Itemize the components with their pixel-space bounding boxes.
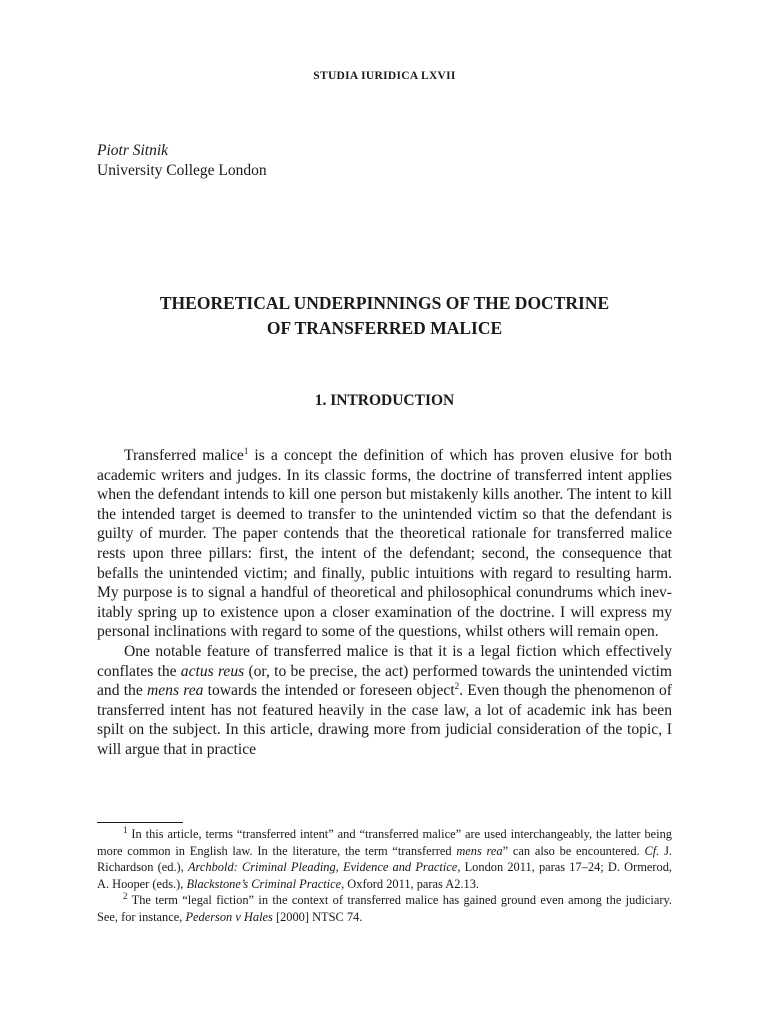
- paragraph-2-text-cont-2: towards the intended or foreseen object: [203, 682, 455, 700]
- body-text: [97, 446, 672, 760]
- paragraph-2: [97, 642, 672, 760]
- footnote-1-archbold-title: Archbold: Criminal Pleading, Evidence and Practice: [187, 860, 458, 875]
- paragraph-1-text-cont: is a concept the definition of which has proven elusive for both academic writers and judges. In its classic forms, the doctrine of transferred intent applies when the defendant intends to kill one person but mistakenly kills another. The intent to kill the intended target is deemed to transfer to the unintended victim so that the defendant is guilty of murder. The paper contends that the theoretical rationale for transferred malice rests upon three pillars: first, the intent of the defendant; second, the consequence that befalls the unintended victim; and finally, public intuitions with regard to resulting harm. My purpose is to signal a handful of theoretical and philosophical conundrums which inevitably spring up to existence upon a closer examination of the doctrine. I will express my personal inclinations with regard to some of the questions, whilst others will remain open.: [97, 447, 672, 641]
- paragraph-1: [97, 446, 672, 642]
- footnote-1-text-cont-4: , Oxford 2011, paras A2.13.: [341, 876, 479, 891]
- author-block: [97, 141, 267, 181]
- paragraph-2-text: One notable feature of transferred malice is that it is a legal fiction which effectively conflates the: [97, 642, 672, 680]
- footnote-divider: [97, 822, 183, 823]
- section-heading: 1. INTRODUCTION: [314, 392, 455, 409]
- article-title-line-1: THEORETICAL UNDERPINNINGS OF THE DOCTRINE: [159, 293, 610, 313]
- footnote-1-number: 1: [123, 824, 128, 835]
- footnote-1-text-cont-2: J. Richardson (ed.),: [97, 843, 672, 875]
- footnote-2-number: 2: [123, 891, 128, 902]
- footnote-ref-2[interactable]: 2: [454, 680, 460, 691]
- footnote-1-text: In this article, terms “transferred intent” and “transferred malice” are used interchangeably, the latter being more common in English law. In the literature, the term “transferred: [97, 827, 672, 858]
- footnote-2-case-name: Pederson v Hales: [185, 909, 273, 924]
- running-head: STUDIA IURIDICA LXVII: [313, 70, 456, 82]
- term-actus-reus: actus reus: [180, 662, 245, 680]
- footnote-1-text-cont: ” can also be encountered.: [502, 843, 645, 858]
- article-title: [97, 291, 672, 341]
- author-affiliation: University College London: [97, 162, 267, 179]
- term-mens-rea: mens rea: [146, 682, 204, 700]
- footnote-2: [97, 892, 672, 925]
- footnote-2-text: The term “legal fiction” in the context of transferred malice has gained ground even among the judiciary. See, for instance,: [97, 893, 672, 924]
- footnote-1-term-mens-rea: mens rea: [456, 843, 503, 858]
- article-title-line-2: OF TRANSFERRED MALICE: [266, 318, 503, 338]
- footnote-1: [97, 826, 672, 892]
- document-page: [97, 0, 672, 1024]
- footnote-ref-1[interactable]: 1: [243, 445, 249, 456]
- footnotes: [97, 826, 672, 926]
- footnote-1-blackstone-title: Blackstone’s Criminal Practice: [186, 876, 342, 891]
- footnote-1-text-cont-3: , London 2011, paras 17–24; D. Ormerod, A. Hooper (eds.),: [97, 860, 672, 891]
- author-name: Piotr Sitnik: [97, 142, 169, 159]
- footnote-1-cf: Cf.: [644, 843, 660, 858]
- paragraph-2-text-cont-3: . Even though the phenomenon of transferred intent has not featured heavily in the case law, a lot of academic ink has been spilt on the subject. In this article, drawing more from judicial consideration of the topic, I will argue that in practice: [97, 682, 672, 758]
- paragraph-2-text-cont: (or, to be precise, the act) performed towards the unintended victim and the: [97, 662, 672, 700]
- paragraph-1-text: Transferred malice: [124, 447, 244, 464]
- footnote-2-text-cont: [2000] NTSC 74.: [272, 909, 363, 924]
